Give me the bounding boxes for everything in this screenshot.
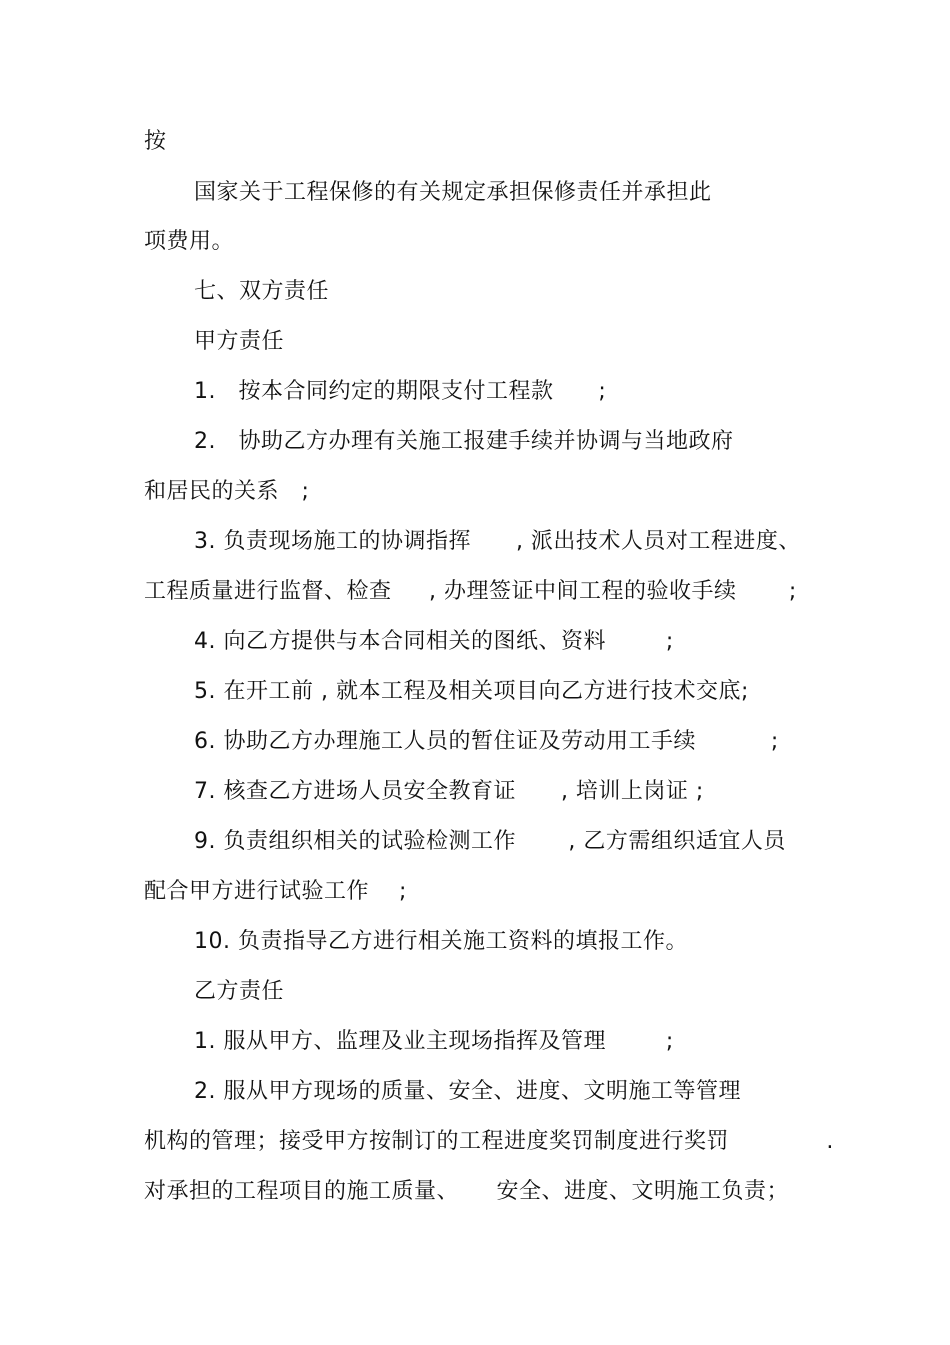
text-line-10: 工程质量进行监督、检查 , 办理签证中间工程的验收手续 ;: [144, 579, 797, 604]
text-line-13: 6. 协助乙方办理施工人员的暂住证及劳动用工手续 ;: [194, 729, 779, 754]
text-line-16: 配合甲方进行试验工作 ;: [144, 879, 407, 904]
section-heading: 七、双方责任: [194, 279, 330, 304]
text-line-2: 国家关于工程保修的有关规定承担保修责任并承担此: [194, 180, 712, 205]
text-line-14: 7. 核查乙方进场人员安全教育证 , 培训上岗证 ;: [194, 779, 704, 804]
text-line-19: 1. 服从甲方、监理及业主现场指挥及管理 ;: [194, 1029, 674, 1054]
text-line-22: 对承担的工程项目的施工质量、 安全、进度、文明施工负责；: [144, 1179, 789, 1204]
text-line-15: 9. 负责组织相关的试验检测工作 , 乙方需组织适宜人员: [194, 829, 786, 854]
text-line-17: 10. 负责指导乙方进行相关施工资料的填报工作。: [194, 929, 688, 954]
text-line-7: 2. 协助乙方办理有关施工报建手续并协调与当地政府: [194, 429, 734, 454]
text-line-6: 1. 按本合同约定的期限支付工程款 ;: [194, 379, 607, 404]
text-line-3: 项费用。: [144, 229, 235, 254]
text-line-8: 和居民的关系 ;: [144, 479, 310, 504]
text-line-21: 机构的管理；接受甲方按制订的工程进度奖罚制度进行奖罚 .: [144, 1129, 834, 1154]
text-line-11: 4. 向乙方提供与本合同相关的图纸、资料 ;: [194, 629, 674, 654]
subsection-heading-party-a: 甲方责任: [194, 329, 285, 354]
text-line-20: 2. 服从甲方现场的质量、安全、进度、文明施工等管理: [194, 1079, 741, 1104]
text-line-12: 5. 在开工前 , 就本工程及相关项目向乙方进行技术交底;: [194, 679, 749, 704]
subsection-heading-party-b: 乙方责任: [194, 979, 285, 1004]
text-line-1: 按: [144, 129, 167, 154]
text-line-9: 3. 负责现场施工的协调指挥 , 派出技术人员对工程进度、: [194, 529, 801, 554]
